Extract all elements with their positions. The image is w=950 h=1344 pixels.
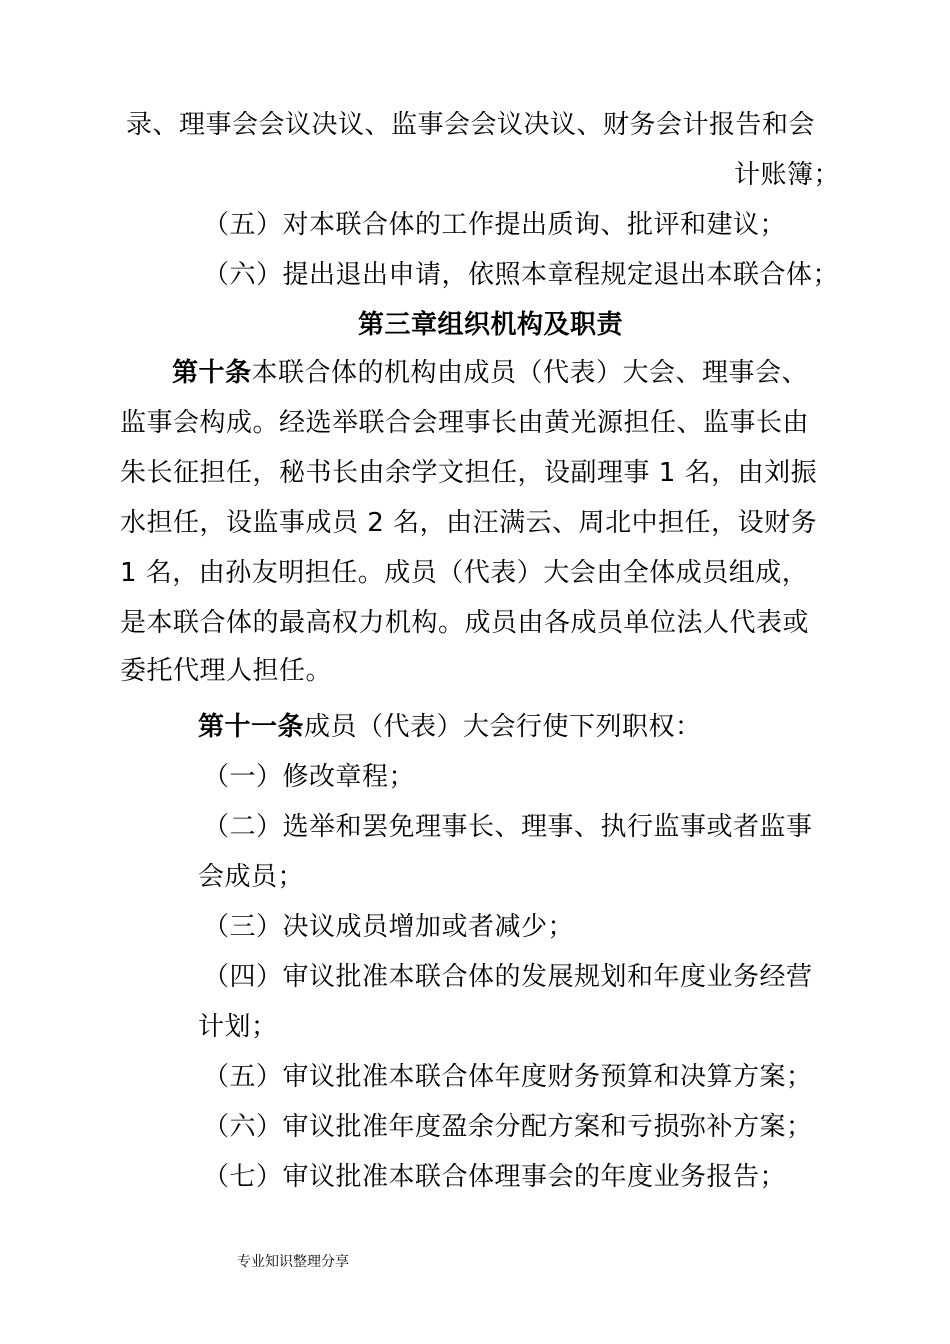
- text-line-4: （六）提出退出申请，依照本章程规定退出本联合体；: [203, 260, 840, 290]
- text-line-16: 会成员；: [198, 862, 305, 892]
- text-line-18: （四）审议批准本联合体的发展规划和年度业务经营: [203, 962, 813, 992]
- text-line-7: 监事会构成。经选举联合会理事长由黄光源担任、监事长由: [120, 408, 810, 438]
- text-line-10: 1 名，由孙友明担任。成员（代表）大会由全体成员组成，: [120, 558, 809, 588]
- text-line-2: 计账簿；: [733, 160, 840, 190]
- text-line-1: 录、理事会会议决议、监事会会议决议、财务会计报告和会: [126, 110, 816, 140]
- page-footer: 专业知识整理分享: [237, 1254, 349, 1270]
- text-line-17: （三）决议成员增加或者减少；: [203, 912, 575, 942]
- text-line-21: （六）审议批准年度盈余分配方案和亏损弥补方案；: [203, 1112, 813, 1142]
- text-line-11: 是本联合体的最高权力机构。成员由各成员单位法人代表或: [120, 608, 810, 638]
- text-line-9: 水担任，设监事成员 2 名，由汪满云、周北中担任，设财务: [120, 508, 818, 538]
- article-10-first-line: [172, 356, 808, 390]
- text-line-8: 朱长征担任，秘书长由余学文担任，设副理事 1 名，由刘振: [120, 458, 818, 488]
- text-line-12: 委托代理人担任。: [120, 656, 333, 686]
- chapter-heading: 第三章组织机构及职责: [358, 310, 624, 340]
- text-line-14: （一）修改章程；: [203, 762, 416, 792]
- text-line-15: （二）选举和罢免理事长、理事、执行监事或者监事: [203, 812, 813, 842]
- article-10-text: 本联合体的机构由成员（代表）大会、理事会、: [251, 358, 809, 388]
- text-line-3: （五）对本联合体的工作提出质询、批评和建议；: [203, 210, 787, 240]
- article-10-label: 第十条: [172, 358, 252, 388]
- article-11-label: 第十一条: [198, 712, 305, 742]
- text-line-20: （五）审议批准本联合体年度财务预算和决算方案；: [203, 1062, 813, 1092]
- article-11-text: 成员（代表）大会行使下列职权：: [304, 712, 702, 742]
- text-line-22: （七）审议批准本联合体理事会的年度业务报告；: [203, 1162, 787, 1192]
- text-line-19: 计划；: [198, 1012, 278, 1042]
- article-11-first-line: [198, 710, 702, 744]
